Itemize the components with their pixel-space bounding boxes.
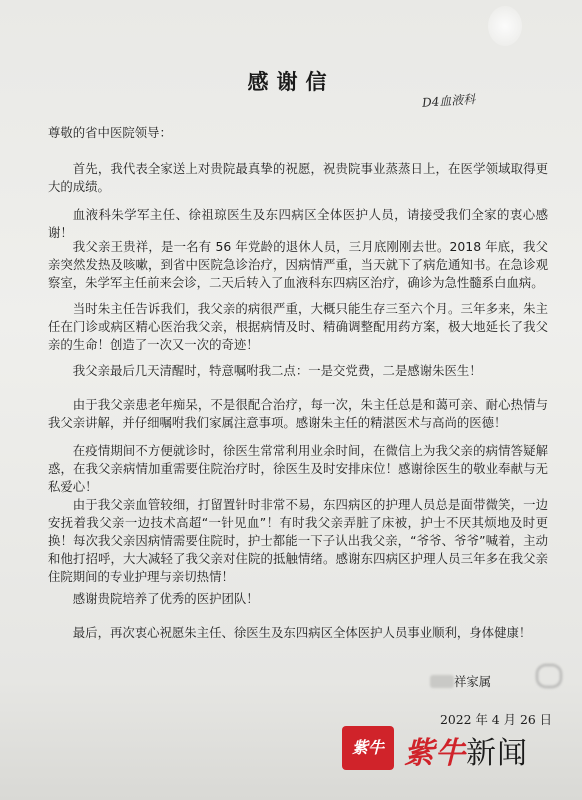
paragraph-nursing: 由于我父亲血管较细，打留置针时非常不易，东四病区的护理人员总是面带微笑，一边安抚着我父亲一边技术高超“一针见血”！有时我父亲弄脏了床被，护士不厌其烦地及时更换！每次我父亲因病情需要住院时，护士都能一下子认出我父亲，“爷爷、爷爷”喊着，主动和他打招呼，大大减轻了我父亲对住院的抵触情绪。感谢东四病区护理人员三年多在我父亲住院期间的专业护理与亲切热情！ — [48, 497, 548, 584]
paragraph-thanks-team: 血液科朱学军主任、徐祖琼医生及东四病区全体医护人员，请接受我们全家的衷心感谢！ — [48, 207, 548, 240]
paragraph-father-background: 我父亲王贵祥，是一名有 56 年党龄的退休人员，三月底刚刚去世。2018 年底，我父亲突然发热及咳嗽，到省中医院急诊治疗，因病情严重，当天就下了病危通知书。在急诊观察室，朱学军主任前来会诊，二天后转入了血液科东四病区治疗，确诊为急性髓系白血病。 — [48, 239, 548, 290]
logo-news: 新闻 — [466, 736, 528, 771]
paragraph-opening: 首先，我代表全家送上对贵院最真挚的祝愿，祝贵院事业蒸蒸日上，在医学领域取得更大的成绩。 — [48, 161, 548, 194]
paragraph-director-care: 由于我父亲患老年痴呆，不是很配合治疗，每一次，朱主任总是和蔼可亲、耐心热情与我父亲讲解，并仔细嘱咐我们家属注意事项。感谢朱主任的精湛医术与高尚的医德！ — [48, 397, 548, 430]
signature-scribble — [536, 664, 562, 688]
paper-smudge — [488, 6, 522, 46]
redacted-name — [430, 675, 454, 688]
logo-badge: 紫牛 — [342, 726, 394, 770]
signature — [430, 672, 491, 690]
logo-wordmark — [404, 728, 528, 772]
letter-date: 2022 年 4 月 26 日 — [440, 712, 553, 727]
letter-title: 感谢信 — [247, 70, 335, 94]
handwritten-department-note: D4血液科 — [421, 92, 476, 110]
paragraph-last-words: 我父亲最后几天清醒时，特意嘱咐我二点：一是交党费，二是感谢朱医生！ — [72, 363, 482, 378]
paragraph-prognosis: 当时朱主任告诉我们，我父亲的病很严重，大概只能生存三至六个月。三年多来，朱主任在门诊或病区精心医治我父亲，根据病情及时、精确调整配用药方案，极大地延长了我父亲的生命！创造了一次又一次的奇迹！ — [48, 301, 548, 352]
logo-brand: 紫牛 — [404, 736, 466, 771]
paragraph-closing: 最后，再次衷心祝愿朱主任、徐医生及东四病区全体医护人员事业顺利，身体健康！ — [72, 625, 532, 640]
signature-text: 祥家属 — [454, 674, 492, 689]
salutation: 尊敬的省中医院领导： — [48, 125, 172, 140]
paragraph-team-praise: 感谢贵院培养了优秀的医护团队！ — [72, 591, 259, 606]
paragraph-doctor-xu: 在疫情期间不方便就诊时，徐医生常常利用业余时间，在微信上为我父亲的病情答疑解惑，在我父亲病情加重需要住院治疗时，徐医生及时安排床位！感谢徐医生的敬业奉献与无私爱心！ — [48, 443, 548, 494]
